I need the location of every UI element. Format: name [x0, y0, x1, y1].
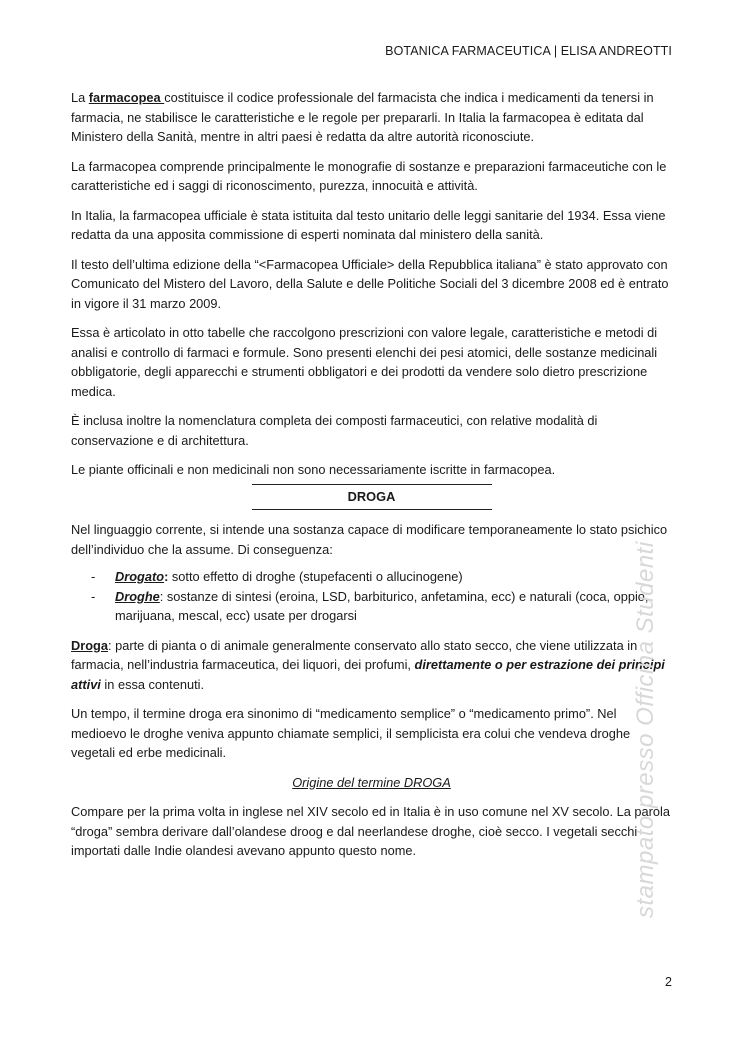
- text: costituisce il codice professionale del farmacista che indica i medicamenti da tenersi in farmacia, ne stabilisce le caratteristiche e le regole per prepararli. In Italia la farmacopea è editata dal Ministero della Sanità, mentre in altri paesi è redatta da altre autorità riconosciute.: [71, 90, 654, 144]
- term-colon: :: [164, 569, 169, 584]
- list-item: [91, 587, 672, 626]
- watermark: stampato presso Officina Studenti: [632, 541, 659, 918]
- page-number: 2: [665, 975, 672, 989]
- subheading-text: Origine del termine DROGA: [292, 774, 451, 790]
- paragraph: Essa è articolato in otto tabelle che raccolgono prescrizioni con valore legale, caratteristiche e metodi di analisi e controllo di farmaci e formule. Sono presenti elenchi dei pesi atomici, delle sostanze medicinali obbligatorie, degli apparecchi e strumenti obbligatori e dei prodotti da vendere solo dietro prescrizione medica.: [71, 325, 658, 399]
- term-farmacopea: farmacopea: [88, 90, 165, 105]
- document-body: [71, 88, 672, 871]
- paragraph: Il testo dell’ultima edizione della “<Farmacopea Ufficiale> della Repubblica italiana” è stato approvato con Comunicato del Mistero del Lavoro, della Salute e delle Politiche Sociali del 3 dicembre 2008 ed è entrato in vigore il 31 marzo 2009.: [71, 256, 669, 311]
- paragraph: Le piante officinali e non medicinali non sono necessariamente iscritte in farmacopea.: [71, 462, 556, 477]
- subheading: [71, 773, 672, 793]
- section-title-droga: DROGA: [252, 484, 492, 511]
- list-text: sotto effetto di droghe (stupefacenti o allucinogene): [168, 569, 463, 584]
- paragraph: In Italia, la farmacopea ufficiale è stata istituita dal testo unitario delle leggi sanitarie del 1934. Essa viene redatta da una apposita commissione di esperti nominata dal ministero della sanità.: [71, 207, 666, 242]
- list-text: : sostanze di sintesi (eroina, LSD, barbiturico, anfetamina, ecc) e naturali (coca, oppio, marijuana, mescal, ecc) usate per drogarsi: [115, 588, 649, 623]
- paragraph-farmacopea: [71, 88, 672, 147]
- paragraph: È inclusa inoltre la nomenclatura completa dei composti farmaceutici, con relative modalità di conservazione e di architettura.: [71, 413, 598, 448]
- paragraph: La farmacopea comprende principalmente le monografie di sostanze e preparazioni farmaceutiche con le caratteristiche ed i saggi di riconoscimento, purezza, innocuità e attività.: [71, 158, 667, 193]
- page-header: BOTANICA FARMACEUTICA | ELISA ANDREOTTI: [385, 44, 672, 58]
- text: in essa contenuti.: [100, 676, 205, 692]
- paragraph-droga-definition: [71, 636, 672, 695]
- dash-list: [71, 567, 672, 626]
- term-droga: Droga: [71, 637, 108, 653]
- paragraph-droga-intro: Nel linguaggio corrente, si intende una sostanza capace di modificare temporaneamente lo stato psichico dell’individuo che la assume. Di conseguenza:: [71, 522, 668, 557]
- paragraph-origin: Compare per la prima volta in inglese nel XIV secolo ed in Italia è in uso comune nel XV secolo. La parola “droga” sembra derivare dall’olandese droog e dal neerlandese droghe, cioè secco. I vegetali secchi importati dalle Indie olandesi avevano appunto questo nome.: [71, 804, 670, 858]
- text: La: [71, 90, 89, 105]
- term: Drogato: [115, 569, 165, 584]
- paragraph-history: Un tempo, il termine droga era sinonimo di “medicamento semplice” o “medicamento primo”. Nel medioevo le droghe veniva appunto chiamate semplici, il semplicista era colui che vendeva droghe vegetali ed erbe medicinali.: [71, 706, 631, 760]
- emphasis: direttamente o per estrazione dei principi attivi: [71, 657, 665, 692]
- text: : parte di pianta o di animale generalmente conservato allo stato secco, che viene utilizzata in farmacia, nell’industria farmaceutica, dei liquori, dei profumi,: [71, 637, 638, 672]
- term: Droghe: [115, 588, 160, 604]
- list-item: [91, 567, 672, 587]
